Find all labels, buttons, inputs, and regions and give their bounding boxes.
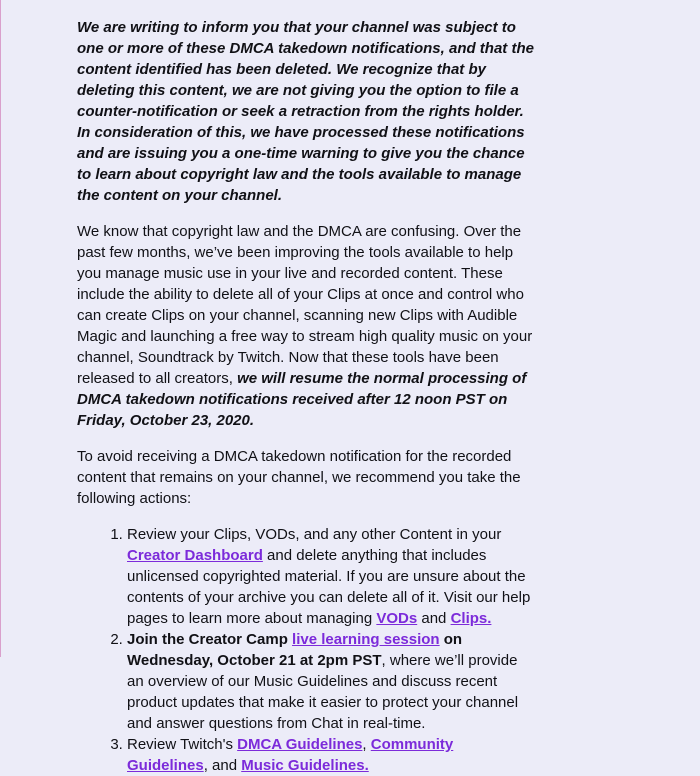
action-review-content-text-2: and delete anything that includes unlicensed copyrighted material. If you are unsure about the contents of your archive you can delete all of it. Visit our help pages to learn more about managing [127, 547, 531, 627]
creator-camp-text-3: , where we’ll provide an overview of our Music Guidelines and discuss recent product updates that make it easier to protect your channel and answer questions from Chat in real-time. [127, 652, 519, 732]
email-content [77, 0, 537, 776]
guidelines-text-3: , and [203, 757, 242, 774]
action-review-content-text-3: and [417, 610, 451, 627]
action-join-creator-camp [127, 629, 537, 734]
warning-paragraph: We are writing to inform you that your channel was subject to one or more of these DMCA takedown notifications, and that the content identified has been deleted. We recognize that by deleting this content, we are not giving you the option to file a counter-notification or seek a retraction from the rights holder. In consideration of this, we have processed these notifications and are issuing you a one-time warning to give you the chance to learn about copyright law and the tools available to manage the content on your channel. [77, 19, 534, 204]
creator-dashboard-link[interactable]: Creator Dashboard [127, 547, 263, 564]
dmca-guidelines-link[interactable]: DMCA Guidelines [237, 736, 363, 753]
clips-link[interactable]: Clips. [450, 610, 492, 627]
recommended-actions-list [77, 524, 537, 776]
action-review-content-text-1: Review your Clips, VODs, and any other Content in your [127, 526, 502, 543]
guidelines-text-1: Review Twitch's [127, 736, 238, 753]
creator-camp-text-1: Join the Creator Camp [127, 631, 293, 648]
tools-update-text: We know that copyright law and the DMCA are confusing. Over the past few months, we’ve been improving the tools available to help you manage music use in your live and recorded content. These include the ability to delete all of your Clips at once and control who can create Clips on your channel, scanning new Clips with Audible Magic and launching a free way to stream high quality music on your channel, Soundtrack by Twitch. Now that these tools have been released to all creators, [77, 223, 533, 387]
vods-link[interactable]: VODs [376, 610, 418, 627]
action-review-content [127, 524, 537, 629]
music-guidelines-link[interactable]: Music Guidelines. [241, 757, 369, 774]
recommended-actions-intro: To avoid receiving a DMCA takedown notification for the recorded content that remains on your channel, we recommend you take the following actions: [77, 448, 521, 507]
creator-camp-text-2: on Wednesday, October 21 at 2pm PST [127, 631, 463, 669]
live-learning-session-link[interactable]: live learning session [292, 631, 440, 648]
left-edge-accent [0, 0, 1, 657]
community-guidelines-link[interactable]: Community Guidelines [127, 736, 454, 774]
action-review-guidelines [127, 734, 537, 776]
resume-processing-notice: we will resume the normal processing of DMCA takedown notifications received after 12 noon PST on Friday, October 23, 2020. [77, 370, 527, 429]
tools-update-paragraph [77, 221, 537, 431]
guidelines-text-2: , [362, 736, 371, 753]
